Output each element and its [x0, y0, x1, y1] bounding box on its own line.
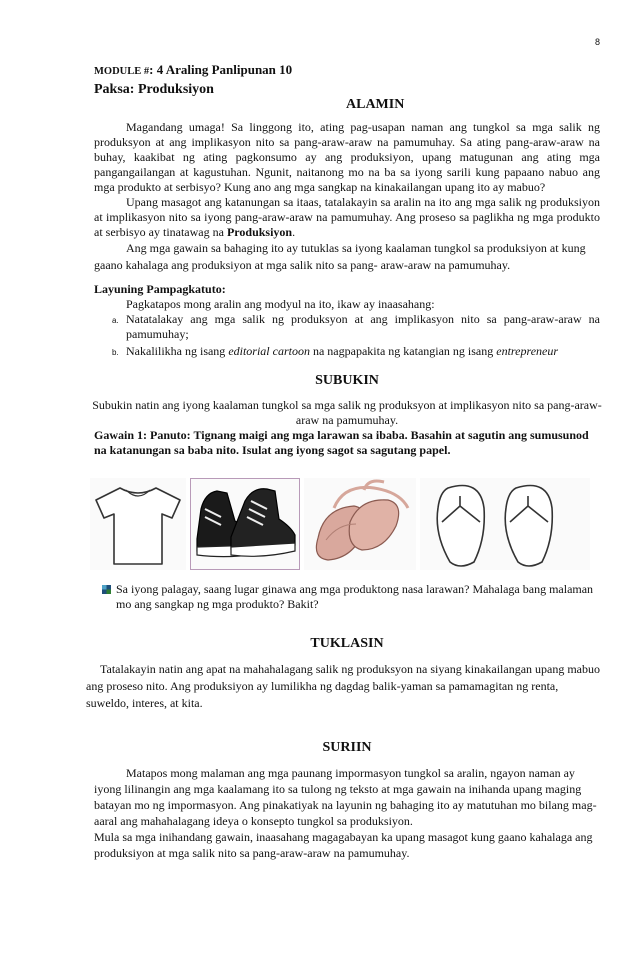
item-marker: b. — [112, 348, 119, 357]
alamin-p2-text: Upang masagot ang katanungan sa itaas, tatalakayin sa aralin na ito ang mga salik ng produksiyon at implikasyon nito sa iyong pang-araw-araw na pamumuhay. Ang proseso sa paglikha ng mga produkto at serbisyo ay tinatawag na — [94, 195, 600, 239]
page-number: 8 — [594, 37, 600, 47]
document-body — [86, 62, 602, 861]
layunin-title: Layuning Pampagkatuto: — [94, 282, 226, 296]
alamin-paragraph-3: Ang mga gawain sa bahaging ito ay tutuklas sa iyong kaalaman tungkol sa produksiyon at kung gaano kahalaga ang produksiyon at mga salik nito sa pang- araw-araw na pamumuhay. — [94, 241, 586, 272]
layunin-list — [94, 312, 600, 359]
alamin-paragraph-1: Magandang umaga! Sa linggong ito, ating pag-usapan naman ang tungkol sa mga salik ng produksyon at ang implikasyon nito sa pang-araw-araw na pamumuhay. Sa ating pang-araw-araw na buhay, kaakibat ng ating pagkonsumo ay ang produksiyon, upang matugunan ang ating mga pangangailangan at kagustuhan. Ngunit, naitanong mo na ba sa iyong sarili kung papaano nabuo ang mga produkto at serbisyo? Kung ano ang mga sangkap na kinakailangan upang ito ay mabuo? — [94, 120, 600, 194]
item-text-before: Nakalilikha ng isang — [126, 344, 229, 358]
editorial-cartoon-term: editorial cartoon — [228, 344, 310, 358]
sneakers-image — [190, 478, 300, 570]
question-text: Sa iyong palagay, saang lugar ginawa ang mga produktong nasa larawan? Mahalaga bang malaman mo ang sangkap ng mga produkto? Bakit? — [116, 582, 594, 611]
module-prefix: MODULE # — [94, 66, 150, 77]
item-text-mid: na nagpapakita ng katangian ng isang — [309, 344, 497, 358]
module-rest: : 4 Araling Panlipunan 10 — [149, 62, 293, 77]
flip-flops-image — [420, 478, 590, 570]
item-marker: a. — [112, 316, 119, 325]
alamin-p2-end: . — [292, 225, 296, 239]
entrepreneur-term: entrepreneur — [496, 344, 559, 358]
tuklasin-paragraph: Tatalakayin natin ang apat na mahahalagang salik ng produksyon na siyang kinakailangan upang mabuo ang proseso nito. Ang produksiyon ay lumilikha ng dagdag balik-yaman sa pamamagitan ng renta, suweldo, interes, at kita. — [86, 662, 601, 710]
suriin-paragraph-2: Mula sa mga inihandang gawain, inaasahang magagabayan ka upang masagot kung gaano kahalaga ang produksiyon at mga salik nito sa pang-araw-araw na pamumuhay. — [94, 830, 593, 860]
paksa-title: Paksa: Produksiyon — [94, 82, 214, 97]
ballet-shoes-image — [304, 478, 416, 570]
t-shirt-image — [90, 478, 186, 570]
suriin-paragraph-1: Matapos mong malaman ang mga paunang impormasyon tungkol sa aralin, ngayon naman ay iyong lilinangin ang mga kaalamang ito sa tulong ng teksto at mga gawain na inihanda upang maging batayan mo ng impormasyon. Ang pinakatiyak na layunin ng bahaging ito ay matutuhan mo bilang mag-aaral ang mahahalagang ideya o konsepto tungkol sa produksiyon. — [94, 766, 597, 828]
subukin-intro: Subukin natin ang iyong kaalaman tungkol sa mga salik ng produksyon at implikasyon nito sa pang-araw-araw na pamumuhay. — [92, 398, 602, 427]
question-item — [94, 582, 600, 612]
module-title — [94, 62, 600, 79]
product-images — [90, 478, 600, 570]
item-text: Natatalakay ang mga salik ng produksyon at ang implikasyon nito sa pang-araw-araw na pamumuhay; — [126, 312, 600, 341]
alamin-paragraph-2 — [94, 195, 600, 240]
produksiyon-term: Produksiyon — [226, 225, 293, 239]
layunin-intro: Pagkatapos mong aralin ang modyul na ito, ikaw ay inaasahang: — [126, 297, 435, 311]
tuklasin-heading: TUKLASIN — [310, 636, 384, 651]
subukin-heading: SUBUKIN — [315, 373, 379, 388]
suriin-heading: SURIIN — [322, 740, 372, 755]
layunin-item-b — [94, 344, 600, 359]
alamin-heading: ALAMIN — [346, 97, 405, 112]
layunin-item-a — [94, 312, 600, 342]
gawain-instructions: Gawain 1: Panuto: Tignang maigi ang mga larawan sa ibaba. Basahin at sagutin ang sumusunod na katanungan sa baba nito. Isulat ang iyong sagot sa sagutang papel. — [94, 428, 589, 457]
square-bullet-icon — [102, 585, 111, 594]
